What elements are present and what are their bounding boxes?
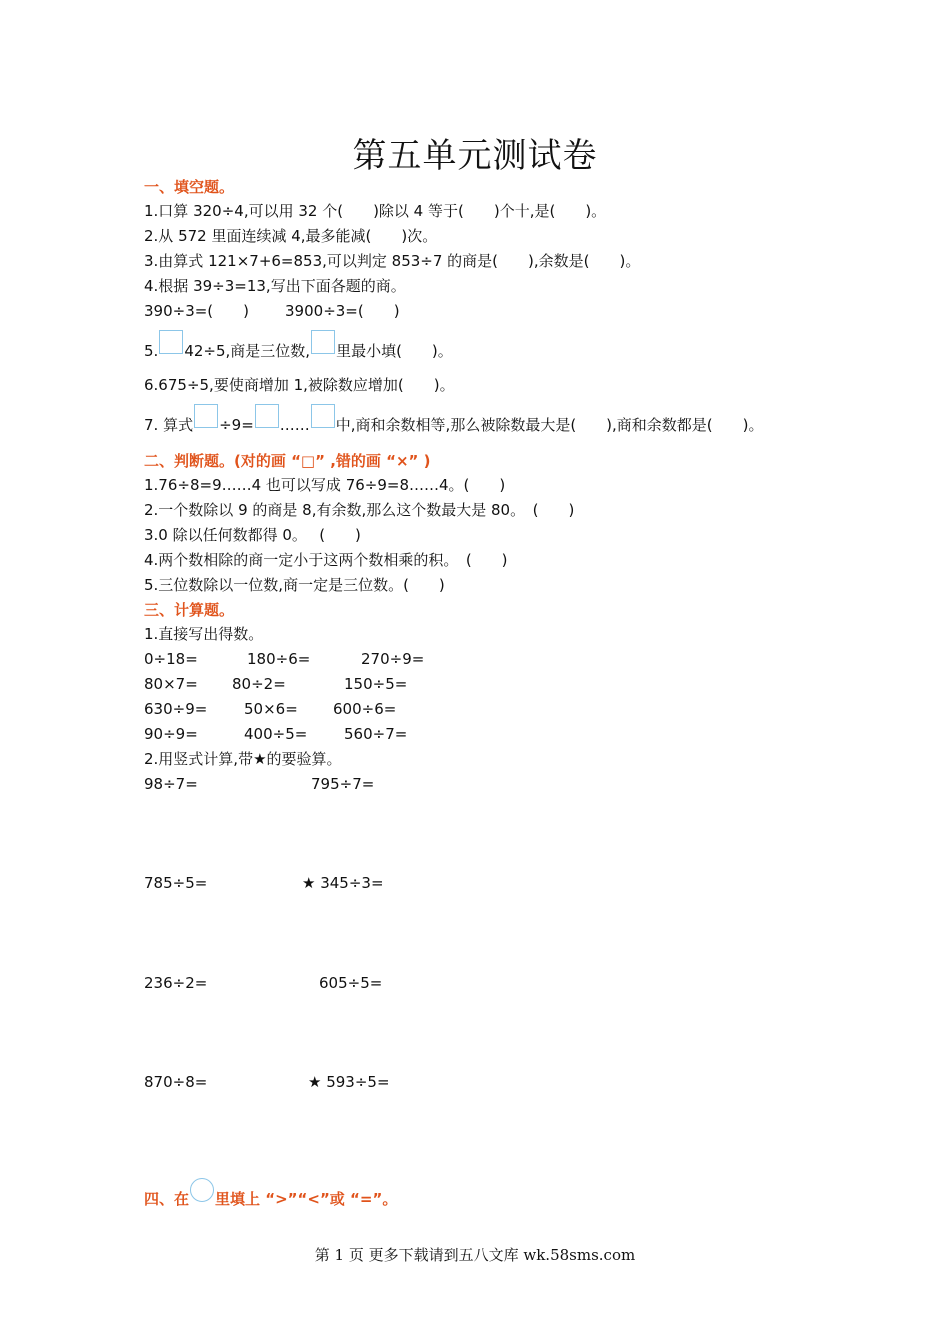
question-1-2: 2.从 572 里面连续减 4,最多能减( )次。 <box>144 227 438 245</box>
section-2-heading: 二、判断题。(对的画 “□” ,错的画 “×” ) <box>144 452 431 470</box>
vertical-calc-item: 870÷8= <box>144 1073 208 1091</box>
calc-item: 180÷6= <box>247 650 311 668</box>
calc-item: 150÷5= <box>344 675 408 693</box>
blank-box <box>311 404 335 428</box>
question-1-4-items <box>144 301 400 321</box>
question-2-5: 5.三位数除以一位数,商一定是三位数。( ) <box>144 576 445 594</box>
calc-item: 600÷6= <box>333 700 397 718</box>
question-2-1: 1.76÷8=9……4 也可以写成 76÷9=8……4。( ) <box>144 476 506 494</box>
question-1-6: 6.675÷5,要使商增加 1,被除数应增加( )。 <box>144 376 455 394</box>
sub-question-2: 2.用竖式计算,带★的要验算。 <box>144 750 342 768</box>
calc-item: 270÷9= <box>361 650 425 668</box>
page-title: 第五单元测试卷 <box>352 136 598 176</box>
calc-item: 50×6= <box>244 700 298 718</box>
question-2-3: 3.0 除以任何数都得 0。 ( ) <box>144 526 361 544</box>
blank-box <box>255 404 279 428</box>
section-1-heading: 一、填空题。 <box>144 178 235 196</box>
blank-box <box>194 404 218 428</box>
blank-box <box>311 330 335 354</box>
item-3900: 3900÷3=( ) <box>285 302 400 320</box>
item-390: 390÷3=( ) <box>144 302 250 320</box>
sub-question-1: 1.直接写出得数。 <box>144 625 264 643</box>
vertical-calc-item: 795÷7= <box>311 775 375 793</box>
blank-circle <box>190 1178 214 1202</box>
vertical-calc-item: ★ 593÷5= <box>308 1073 390 1091</box>
calc-item: 90÷9= <box>144 725 198 743</box>
calc-item: 80×7= <box>144 675 198 693</box>
question-1-1: 1.口算 320÷4,可以用 32 个( )除以 4 等于( )个十,是( )。 <box>144 202 607 220</box>
vertical-calc-item: 785÷5= <box>144 874 208 892</box>
question-1-3: 3.由算式 121×7+6=853,可以判定 853÷7 的商是( ),余数是( )。 <box>144 252 641 270</box>
calc-item: 0÷18= <box>144 650 198 668</box>
blank-box <box>159 330 183 354</box>
calc-item: 560÷7= <box>344 725 408 743</box>
vertical-calc-item: 236÷2= <box>144 974 208 992</box>
vertical-calc-item: ★ 345÷3= <box>302 874 384 892</box>
section-3-heading: 三、计算题。 <box>144 601 235 619</box>
question-1-7: 7. 算式 ÷9= …… 中,商和余数相等,那么被除数最大是( ),商和余数都是( )。 <box>144 404 764 435</box>
calc-item: 400÷5= <box>244 725 308 743</box>
question-2-4: 4.两个数相除的商一定小于这两个数相乘的积。 ( ) <box>144 551 508 569</box>
calc-item: 630÷9= <box>144 700 208 718</box>
page-footer: 第 1 页 更多下载请到五八文库 wk.58sms.com <box>314 1246 636 1264</box>
section-4-heading: 四、在 里填上 “>”“<”或 “=”。 <box>144 1178 397 1209</box>
vertical-calc-item: 98÷7= <box>144 775 198 793</box>
vertical-calc-item: 605÷5= <box>319 974 383 992</box>
question-1-4: 4.根据 39÷3=13,写出下面各题的商。 <box>144 277 406 295</box>
question-2-2: 2.一个数除以 9 的商是 8,有余数,那么这个数最大是 80。 ( ) <box>144 501 575 519</box>
calc-item: 80÷2= <box>232 675 286 693</box>
question-1-5: 5. 42÷5,商是三位数, 里最小填( )。 <box>144 330 453 361</box>
